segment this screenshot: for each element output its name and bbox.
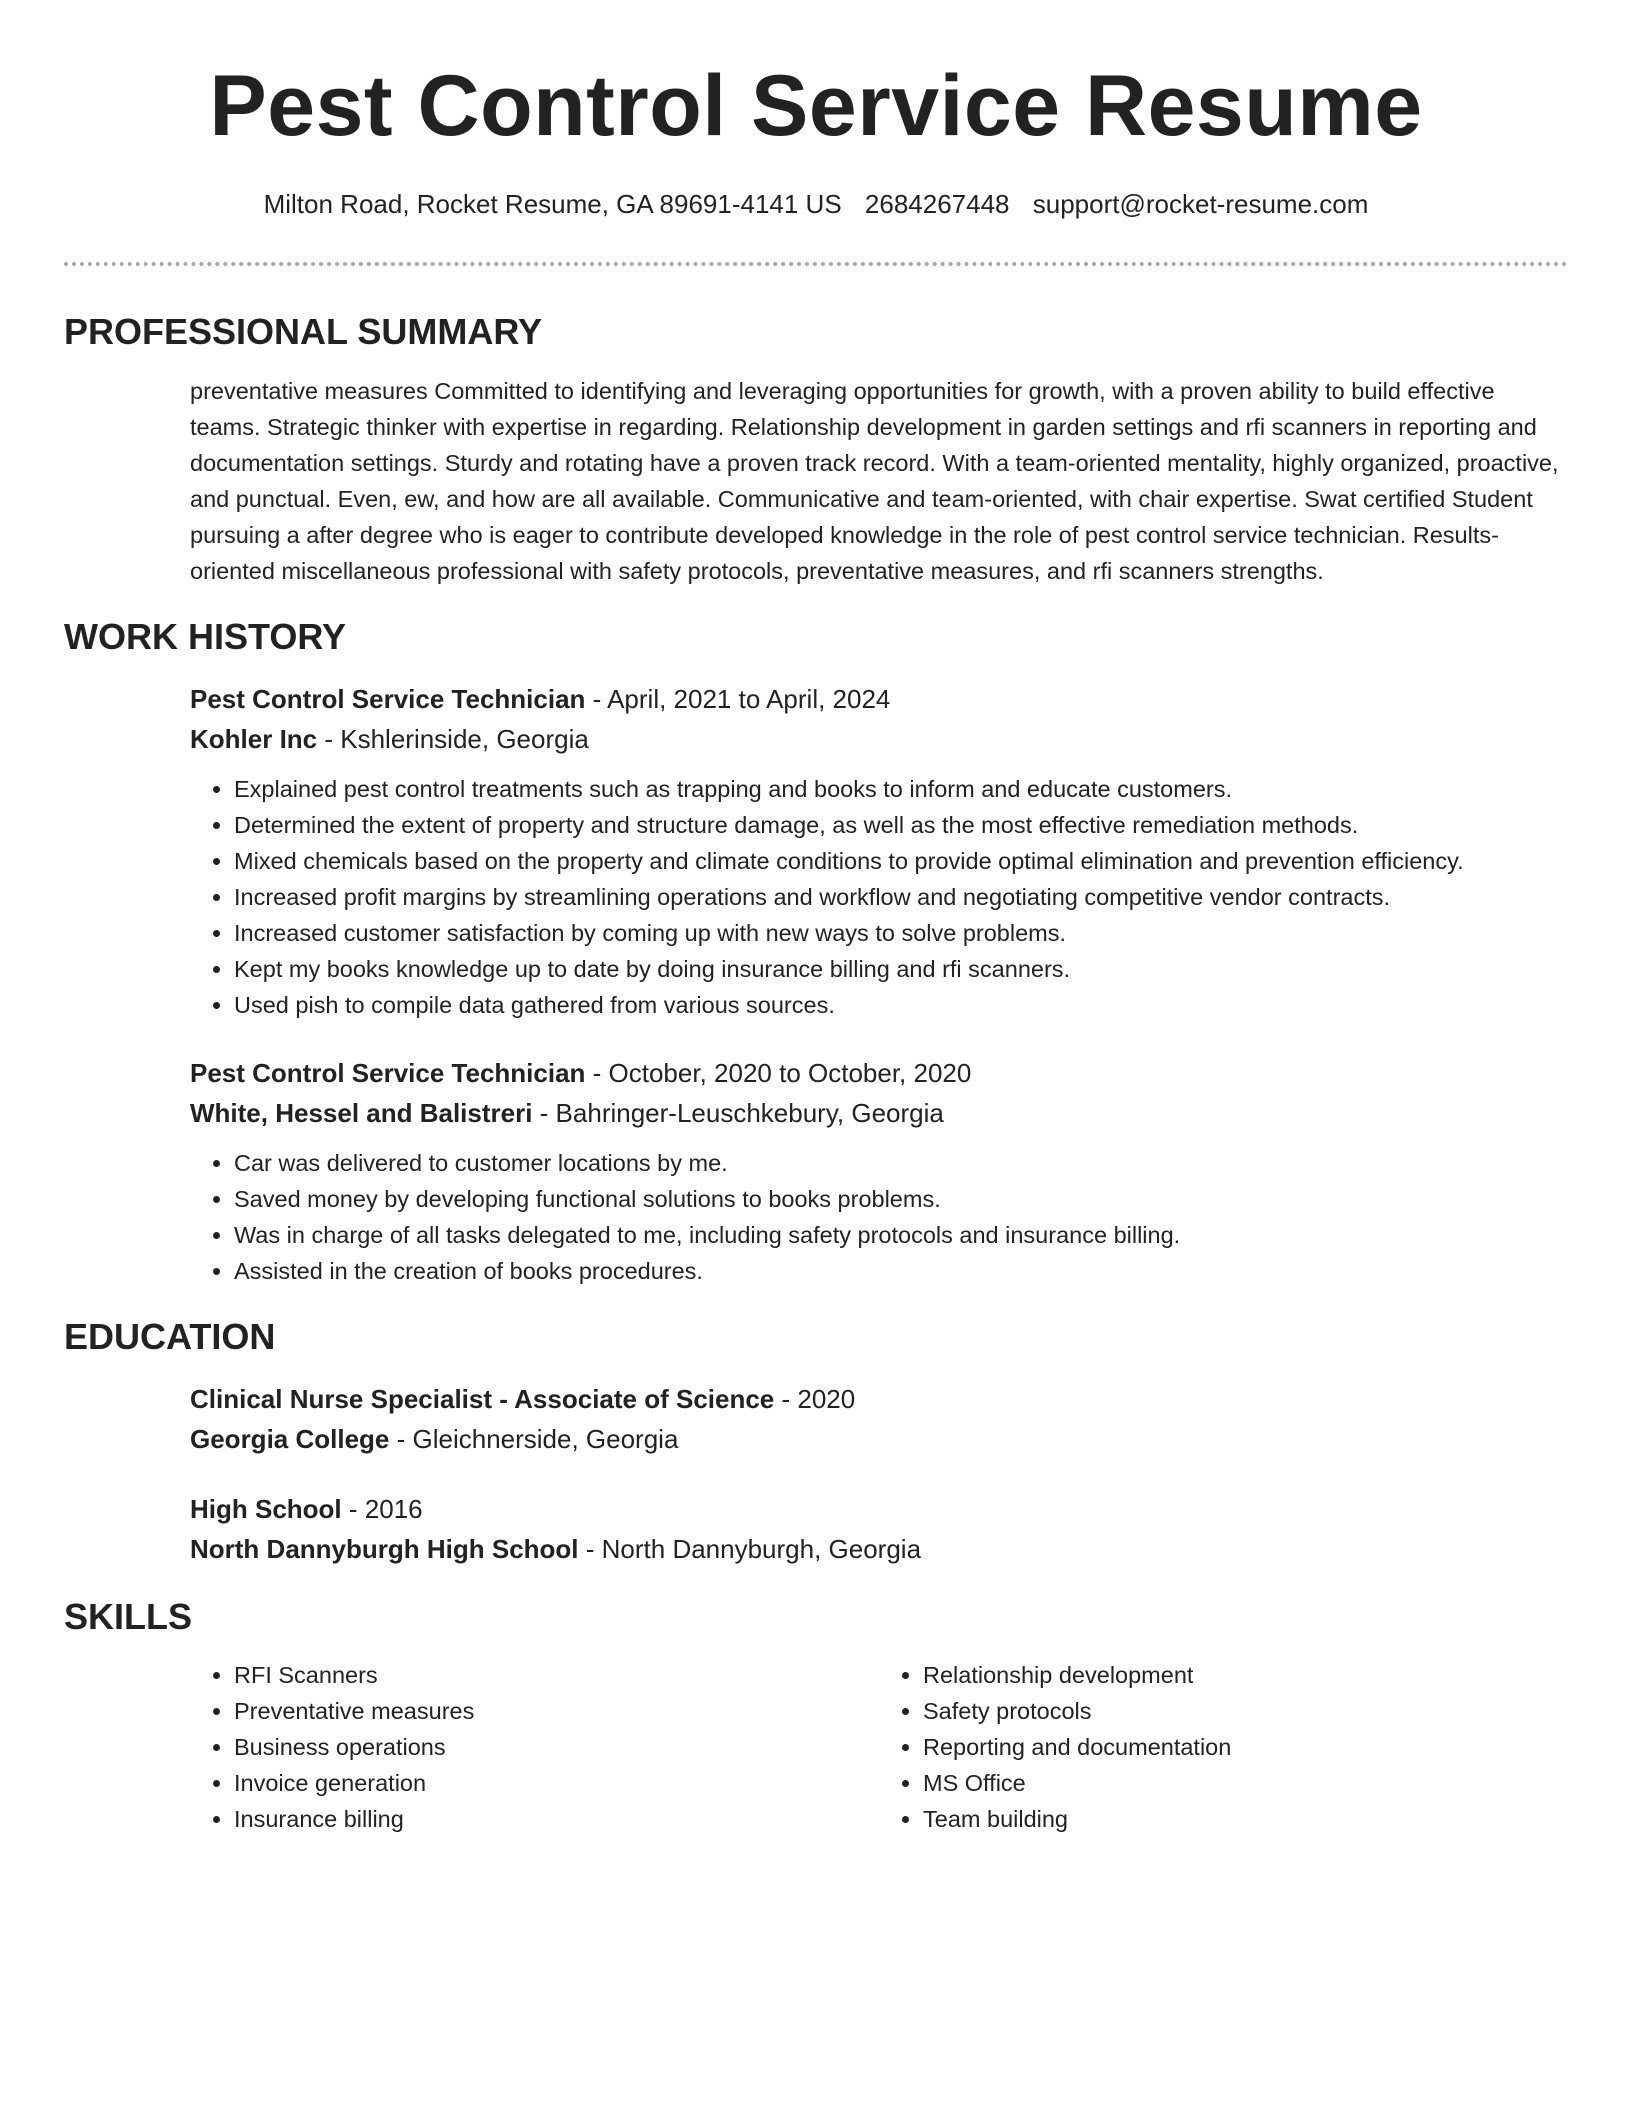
header-divider: [64, 262, 1568, 266]
job-duty: • Used pish to compile data gathered from various sources.: [234, 987, 1568, 1023]
company-location: - Kshlerinside, Georgia: [317, 724, 589, 754]
skills-section: [190, 1657, 1568, 1837]
company-name: Kohler Inc: [190, 724, 318, 754]
skill-item: • Team building: [923, 1801, 1568, 1837]
skill-item: • MS Office: [923, 1765, 1568, 1801]
job-duty: • Assisted in the creation of books procedures.: [234, 1253, 1568, 1289]
job-dates: - October, 2020 to October, 2020: [585, 1058, 972, 1088]
phone-number: 2684267448: [864, 189, 1010, 219]
school-location: - Gleichnerside, Georgia: [389, 1424, 679, 1454]
company-line: [190, 1093, 1568, 1133]
job-dates: - April, 2021 to April, 2024: [585, 684, 891, 714]
education-entry: [190, 1379, 1568, 1459]
skill-item: • Insurance billing: [234, 1801, 879, 1837]
summary-section: [190, 373, 1568, 589]
summary-text: preventative measures Committed to identifying and leveraging opportunities for growth, with a proven ability to build effective teams. Strategic thinker with expertise in regarding. Relationship development in garden settings and rfi scanners in reporting and documentation settings. Sturdy and rotating have a proven track record. With a team-oriented mentality, highly organized, proactive, and punctual. Even, ew, and how are all available. Communicative and team-oriented, with chair expertise. Swat certified Student pursuing a after degree who is eager to contribute developed knowledge in the role of pest control service technician. Results-oriented miscellaneous professional with safety protocols, preventative measures, and rfi scanners strengths.: [190, 378, 1559, 584]
school-location: - North Dannyburgh, Georgia: [578, 1534, 922, 1564]
job-entry: [190, 679, 1568, 1023]
job-duty: • Increased profit margins by streamlining operations and workflow and negotiating competitive vendor contracts.: [234, 879, 1568, 915]
job-duty: • Kept my books knowledge up to date by doing insurance billing and rfi scanners.: [234, 951, 1568, 987]
work-history-section: [190, 679, 1568, 1289]
summary-heading: PROFESSIONAL SUMMARY: [64, 311, 543, 352]
company-location: - Bahringer-Leuschkebury, Georgia: [532, 1098, 944, 1128]
email-address: support@rocket-resume.com: [1032, 189, 1369, 219]
job-duty: • Was in charge of all tasks delegated to me, including safety protocols and insurance billing.: [234, 1217, 1568, 1253]
skill-item: • Reporting and documentation: [923, 1729, 1568, 1765]
skill-item: • Relationship development: [923, 1657, 1568, 1693]
degree-name: High School: [190, 1494, 342, 1524]
job-duty: • Determined the extent of property and structure damage, as well as the most effective remediation methods.: [234, 807, 1568, 843]
work-history-heading: WORK HISTORY: [64, 616, 347, 657]
education-section: [190, 1379, 1568, 1569]
school-line: [190, 1419, 1568, 1459]
skills-list-left: [190, 1657, 879, 1837]
contact-info: [64, 188, 1568, 220]
resume-title: Pest Control Service Resume: [209, 58, 1423, 154]
skill-item: • Safety protocols: [923, 1693, 1568, 1729]
company-name: White, Hessel and Balistreri: [190, 1098, 533, 1128]
resume-page: [64, 0, 1568, 1837]
education-heading: EDUCATION: [64, 1316, 276, 1357]
skill-item: • Preventative measures: [234, 1693, 879, 1729]
job-title: Pest Control Service Technician: [190, 684, 586, 714]
degree-line: [190, 1379, 1568, 1419]
address: Milton Road, Rocket Resume, GA 89691-4141 US: [263, 189, 842, 219]
skill-item: • RFI Scanners: [234, 1657, 879, 1693]
job-entry: [190, 1053, 1568, 1289]
job-title-line: [190, 679, 1568, 719]
job-duty: • Increased customer satisfaction by coming up with new ways to solve problems.: [234, 915, 1568, 951]
skill-item: • Business operations: [234, 1729, 879, 1765]
graduation-year: - 2020: [774, 1384, 856, 1414]
skills-heading: SKILLS: [64, 1596, 193, 1637]
job-title: Pest Control Service Technician: [190, 1058, 586, 1088]
job-duty: • Mixed chemicals based on the property and climate conditions to provide optimal elimination and prevention efficiency.: [234, 843, 1568, 879]
degree-name: Clinical Nurse Specialist - Associate of Science: [190, 1384, 775, 1414]
job-duties-list: [190, 1145, 1568, 1289]
school-name: North Dannyburgh High School: [190, 1534, 579, 1564]
job-duty: • Car was delivered to customer locations by me.: [234, 1145, 1568, 1181]
graduation-year: - 2016: [341, 1494, 423, 1524]
degree-line: [190, 1489, 1568, 1529]
job-duty: • Saved money by developing functional solutions to books problems.: [234, 1181, 1568, 1217]
education-entry: [190, 1489, 1568, 1569]
job-duty: • Explained pest control treatments such as trapping and books to inform and educate customers.: [234, 771, 1568, 807]
school-name: Georgia College: [190, 1424, 390, 1454]
company-line: [190, 719, 1568, 759]
skills-list-right: [879, 1657, 1568, 1837]
skill-item: • Invoice generation: [234, 1765, 879, 1801]
job-title-line: [190, 1053, 1568, 1093]
school-line: [190, 1529, 1568, 1569]
job-duties-list: [190, 771, 1568, 1023]
